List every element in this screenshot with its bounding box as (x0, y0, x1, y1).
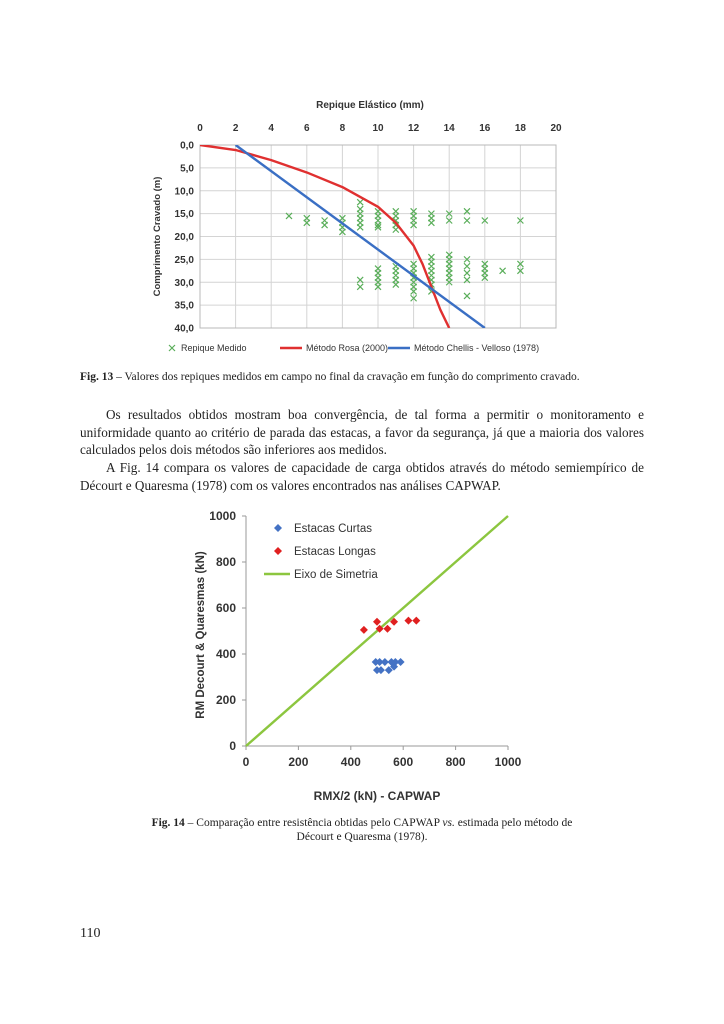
y-tick-label: 1000 (209, 509, 236, 523)
x-tick-label: 14 (443, 123, 455, 134)
x-tick-label: 6 (304, 123, 310, 134)
data-point-repique-medido (357, 224, 363, 230)
y-tick-label: 30,0 (174, 277, 194, 289)
legend-marker-estacas-curtas (274, 524, 282, 532)
x-tick-label: 800 (445, 755, 466, 769)
y-tick-label: 800 (215, 555, 236, 569)
data-point-repique-medido (464, 293, 470, 299)
x-axis-title: RMX/2 (kN) - CAPWAP (313, 789, 441, 803)
x-tick-label: 2 (232, 123, 239, 134)
x-tick-label: 600 (393, 755, 414, 769)
x-tick-label: 1000 (494, 755, 522, 769)
data-point-estacas-longas (373, 618, 381, 626)
y-axis-title: Comprimento Cravado (m) (152, 176, 163, 297)
data-point-repique-medido (393, 227, 399, 233)
data-point-repique-medido (464, 217, 470, 223)
y-tick-label: 40,0 (174, 323, 194, 335)
x-tick-label: 400 (340, 755, 361, 769)
figure-14-caption-text-3: Décourt e Quaresma (1978). (296, 831, 428, 843)
data-point-repique-medido (357, 199, 363, 205)
data-point-estacas-curtas (397, 658, 405, 666)
page-number: 110 (80, 926, 101, 941)
y-tick-label: 25,0 (174, 254, 194, 266)
paragraph-2 (80, 459, 644, 494)
series-line-eixo-de-simetria (246, 516, 508, 746)
y-tick-label: 200 (215, 693, 236, 707)
x-tick-label: 12 (408, 123, 420, 134)
y-tick-label: 20,0 (174, 232, 194, 243)
data-point-repique-medido (500, 268, 506, 274)
y-tick-label: 5,0 (180, 163, 194, 175)
figure-13-caption-label: Fig. 13 (80, 371, 114, 383)
figure-13-chart (120, 95, 600, 363)
x-tick-label: 200 (288, 755, 309, 769)
x-tick-label: 8 (339, 123, 346, 134)
legend-label-metodo-chellis: Método Chellis - Velloso (1978) (414, 343, 540, 353)
data-point-repique-medido (428, 220, 434, 226)
legend-label-metodo-rosa: Método Rosa (2000) (306, 343, 389, 353)
data-point-estacas-longas (412, 617, 420, 625)
figure-14-chart (190, 500, 530, 810)
figure-14-caption-text-1: – Comparação entre resistência obtidas pelo CAPWAP (184, 817, 443, 829)
x-tick-label: 0 (197, 123, 203, 134)
x-tick-label: 18 (514, 123, 526, 134)
x-tick-label: 20 (550, 123, 562, 134)
legend-label-eixo-de-simetria: Eixo de Simetria (294, 569, 378, 581)
paragraph-1-text: Os resultados obtidos mostram boa convergência, de tal forma a permitir o monitoramento e uniformidade quanto ao critério de parada das estacas, a favor da segurança, já que a maioria dos valores calculados pelos dois métodos são inferiores aos medidos. (80, 407, 644, 457)
data-point-estacas-longas (360, 626, 368, 634)
paragraph-1 (80, 406, 644, 459)
legend-marker-repique-medido (169, 345, 175, 351)
figure-14-caption-vs: vs. (442, 817, 455, 829)
x-axis-title: Repique Elástico (mm) (316, 100, 424, 111)
legend-label-repique-medido: Repique Medido (181, 343, 247, 353)
x-tick-label: 16 (479, 123, 491, 134)
y-axis-title: RM Decourt & Quaresmas (kN) (195, 551, 207, 719)
y-tick-label: 10,0 (174, 186, 194, 198)
legend-label-estacas-curtas: Estacas Curtas (294, 523, 372, 535)
figure-14-caption (100, 816, 624, 844)
figure-13-caption-text: – Valores dos repiques medidos em campo no final da cravação em função do comprimento cravado. (113, 371, 580, 383)
x-tick-label: 10 (372, 123, 384, 134)
data-point-estacas-longas (383, 625, 391, 633)
figure-13-caption (80, 370, 660, 384)
figure-14-caption-text-2: estimada pelo método de (454, 817, 573, 829)
y-tick-label: 15,0 (174, 209, 194, 221)
data-point-repique-medido (464, 270, 470, 276)
data-point-estacas-longas (404, 617, 412, 625)
x-tick-label: 0 (242, 755, 250, 769)
legend-marker-estacas-longas (274, 547, 282, 555)
data-point-repique-medido (322, 222, 328, 228)
x-tick-label: 4 (268, 123, 274, 134)
data-point-repique-medido (464, 263, 470, 269)
y-tick-label: 600 (215, 601, 236, 615)
figure-14-caption-label: Fig. 14 (151, 817, 185, 829)
y-tick-label: 35,0 (174, 300, 194, 312)
y-tick-label: 0,0 (180, 140, 194, 152)
y-tick-label: 400 (215, 647, 236, 661)
legend-label-estacas-longas: Estacas Longas (294, 546, 376, 558)
data-point-repique-medido (357, 284, 363, 290)
y-tick-label: 0 (229, 739, 236, 753)
paragraph-2-text: A Fig. 14 compara os valores de capacidade de carga obtidos através do método semiempírico de Décourt e Quaresma (1978) com os valores encontrados nas análises CAPWAP. (80, 460, 644, 493)
